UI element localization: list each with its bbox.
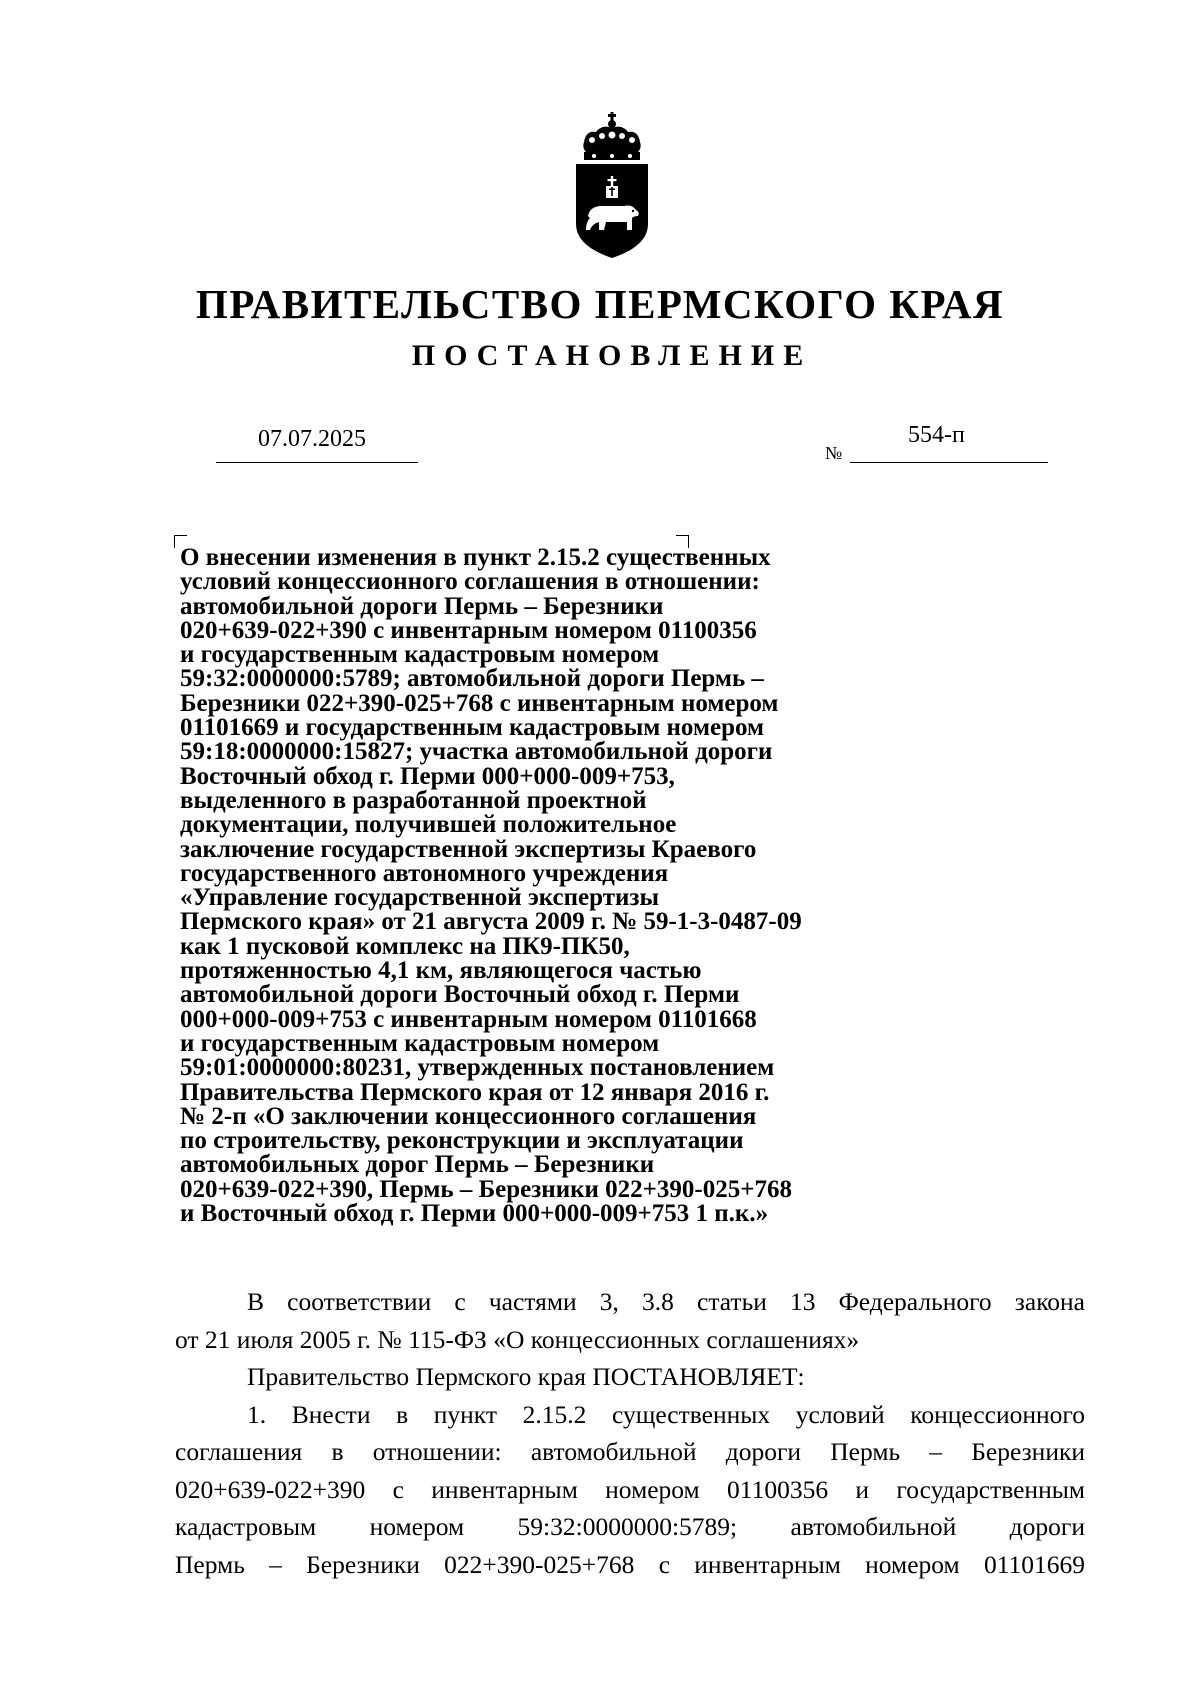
subject-line: документации, получившей положительное: [180, 811, 677, 839]
subject-line: автомобильных дорог Пермь – Березники: [180, 1151, 655, 1179]
subject-line: Восточный обход г. Перми 000+000-009+753,: [180, 762, 675, 790]
subject-line: как 1 пусковой комплекс на ПК9-ПК50,: [180, 932, 630, 960]
subject-line: протяженностью 4,1 км, являющегося частью: [180, 957, 702, 985]
item-1-line: соглашения в отношении: автомобильной дороги Пермь – Березники: [175, 1437, 1085, 1466]
subject-line: О внесении изменения в пункт 2.15.2 существенных: [180, 544, 771, 571]
number-label: №: [825, 443, 843, 463]
subject-line: «Управление государственной экспертизы: [180, 884, 659, 912]
document-subject: [180, 546, 880, 1226]
subject-line: Пермского края» от 21 августа 2009 г. № 59-1-3-0487-09: [180, 908, 802, 936]
subject-line: 59:32:0000000:5789; автомобильной дороги Пермь –: [180, 665, 764, 693]
crown-icon: [583, 112, 640, 160]
gospel-cross-icon: [606, 176, 618, 198]
subject-line: 59:01:0000000:80231, утвержденных постановлением: [180, 1054, 775, 1082]
document-body: [175, 1283, 1085, 1583]
document-type-heading: ПОСТАНОВЛЕНИЕ: [411, 339, 813, 372]
preamble-line: В соответствии с частями 3, 3.8 статьи 13 Федерального закона: [247, 1287, 1085, 1316]
subject-line: 020+639-022+390 с инвентарным номером 01100356: [180, 616, 757, 644]
preamble-line: от 21 июля 2005 г. № 115-ФЗ «О концессионных соглашениях»: [175, 1324, 860, 1354]
item-1-line: Пермь – Березники 022+390-025+768 с инвентарным номером 01101669: [175, 1549, 1085, 1579]
subject-line: 020+639-022+390, Пермь – Березники 022+390-025+768: [180, 1175, 792, 1203]
subject-line: заключение государственной экспертизы Краевого: [180, 835, 757, 863]
subject-line: 01101669 и государственным кадастровым номером: [180, 714, 765, 742]
subject-line: и государственным кадастровым номером: [180, 1029, 660, 1057]
item-1-line: 1. Внести в пункт 2.15.2 существенных условий концессионного: [247, 1399, 1085, 1429]
subject-line: Правительства Пермского края от 12 января 2016 г.: [180, 1078, 770, 1106]
subject-line: по строительству, реконструкции и эксплуатации: [180, 1127, 744, 1155]
subject-line: 000+000-009+753 с инвентарным номером 01101668: [180, 1005, 757, 1033]
subject-line: автомобильной дороги Восточный обход г. Перми: [180, 981, 740, 1009]
subject-line: и Восточный обход г. Перми 000+000-009+753 1 п.к.»: [180, 1200, 769, 1228]
perm-krai-coat-of-arms-icon: [572, 112, 652, 260]
subject-line: государственного автономного учреждения: [180, 859, 669, 887]
item-1-line: кадастровым номером 59:32:0000000:5789; автомобильной дороги: [175, 1512, 1085, 1541]
government-title: ПРАВИТЕЛЬСТВО ПЕРМСКОГО КРАЯ: [195, 281, 1005, 327]
subject-line: Березники 022+390-025+768 с инвентарным номером: [180, 689, 779, 717]
resolution-statement: Правительство Пермского края ПОСТАНОВЛЯЕТ:: [247, 1362, 805, 1391]
subject-line: условий концессионного соглашения в отношении:: [180, 568, 760, 596]
subject-line: 59:18:0000000:15827; участка автомобильной дороги: [180, 738, 773, 766]
subject-line: автомобильной дороги Пермь – Березники: [180, 592, 664, 620]
subject-line: и государственным кадастровым номером: [180, 641, 660, 669]
document-number: 554-п: [908, 422, 965, 448]
subject-line: выделенного в разработанной проектной: [180, 786, 647, 814]
subject-line: № 2-п «О заключении концессионного соглашения: [180, 1102, 757, 1130]
document-date: 07.07.2025: [258, 426, 366, 452]
item-1-line: 020+639-022+390 с инвентарным номером 01100356 и государственным: [175, 1474, 1085, 1504]
